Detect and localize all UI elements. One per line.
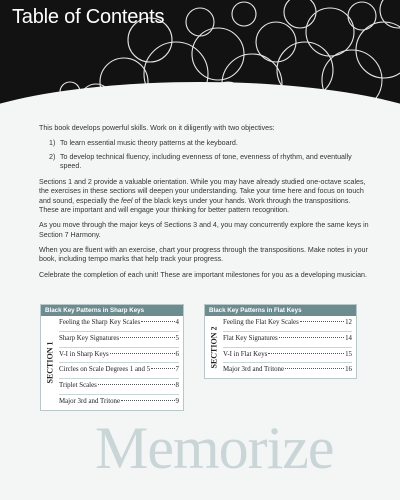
toc-heading: Black Key Patterns in Sharp Keys [41,305,183,316]
paragraph-major-keys: As you move through the major keys of Sections 3 and 4, you may concurrently explore the same keys in Section 7 Harmony. [39,221,369,239]
toc-entry[interactable]: Feeling the Flat Key Scales 12 [223,316,352,332]
toc-entry[interactable]: Major 3rd and Tritone 9 [59,397,179,405]
toc-entry[interactable]: Sharp Key Signatures 5 [59,332,179,348]
paragraph-progress: When you are fluent with an exercise, chart your progress through the transpositions. Make notes in your book, including tempo marks that help track your progress. [39,245,368,264]
toc-section-2 [204,304,357,379]
section-label: SECTION 2 [209,326,219,369]
page-title: Table of Contents [12,6,165,28]
toc-section-1 [40,304,184,411]
toc-entry[interactable]: Circles on Scale Degrees 1 and 5 7 [59,363,179,379]
intro-text [39,124,371,286]
objectives-list [39,139,371,171]
paragraph-celebrate: Celebrate the completion of each unit! These are important milestones for you as a developing musician. [39,270,367,279]
toc-entry[interactable]: Flat Key Signatures 14 [223,332,352,348]
toc-heading: Black Key Patterns in Flat Keys [205,305,356,316]
toc-entry[interactable]: V-I in Sharp Keys 6 [59,348,179,364]
header-banner [0,0,400,118]
toc-entry[interactable]: Triplet Scales 8 [59,379,179,395]
toc-entry[interactable]: Major 3rd and Tritone 16 [223,366,352,374]
paragraph-sections-orientation: Sections 1 and 2 provide a valuable orientation. While you may have already studied one-octave scales, the exercises in these sections will deepen your understanding. Take your time here and focus on touch and sound, especially the feel of the black keys under your hands. Work through the transpositions. These are important and will engage your thinking for better pattern recognition. [39,178,366,215]
list-item: 1) To learn essential music theory patterns at the keyboard. [49,139,238,148]
toc-entry[interactable]: Feeling the Sharp Key Scales 4 [59,316,179,332]
section-label: SECTION 1 [45,341,55,384]
list-item: 2) To develop technical fluency, including evenness of tone, evenness of rhythm, and eventually speed. [49,152,352,170]
toc-entry[interactable]: V-I in Flat Keys 15 [223,348,352,364]
memorize-watermark: Memorize [95,415,334,481]
intro-paragraph: This book develops powerful skills. Work on it diligently with two objectives: [39,124,275,132]
